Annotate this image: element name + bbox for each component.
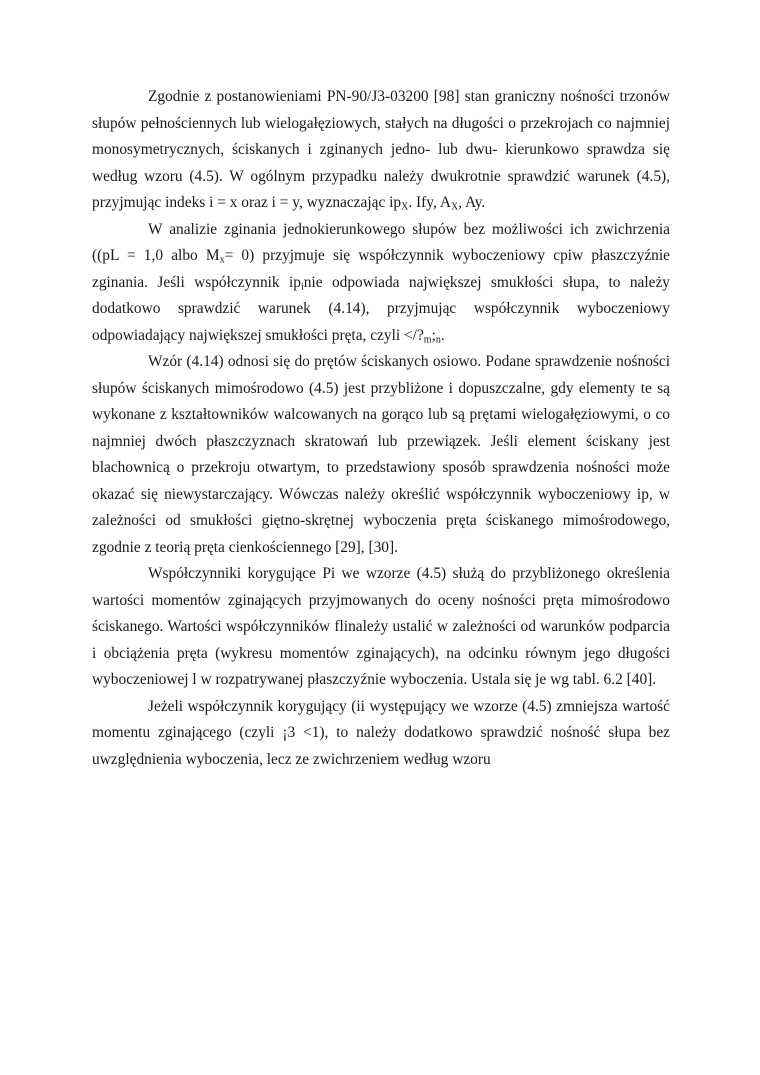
text-line: dodatkowo sprawdzić warunek (4.14), przyjmując współczynnik wyboczeniowy xyxy=(92,300,670,317)
text-line: według wzoru (4.5). W ogólnym przypadku należy dwukrotnie sprawdzić warunek (4.5), xyxy=(92,167,670,185)
document-body xyxy=(92,84,670,773)
text-run: przyjmując indeks i = x oraz i = y, wyznaczając ip xyxy=(92,194,402,211)
text-line: blachownicą o przekroju otwartym, to przedstawiony sposób sprawdzenia nośności może xyxy=(92,459,670,476)
text-run: , Ay. xyxy=(458,194,486,211)
text-line: okazać się niewystarczający. Wówczas należy określić współczynnik wyboczeniowy ip, w xyxy=(92,485,670,503)
text-line: Wzór (4.14) odnosi się do prętów ściskanych osiowo. Podane sprawdzenie nośności xyxy=(148,353,670,370)
text-run: ; xyxy=(431,326,436,344)
text-line: najmniej dwóch płaszczyznach skratowań lub przewiązek. Jeśli element ściskany jest xyxy=(92,432,670,450)
text-line: monosymetrycznych, ściskanych i zginanych jedno- lub dwu- kierunkowo sprawdza się xyxy=(92,141,670,158)
text-line xyxy=(92,190,670,217)
text-run: nie odpowiada największej smukłości słupa, to należy xyxy=(303,273,670,291)
paragraph-2 xyxy=(92,217,670,350)
subscript: i xyxy=(300,281,304,292)
text-run: . xyxy=(440,326,445,344)
text-run: odpowiadający największej smukłości pręta, czyli </? xyxy=(92,326,424,344)
text-line: wartości momentów zginających przyjmowanych do oceny nośności pręta mimośrodowo xyxy=(92,591,670,609)
text-run: = 0) przyjmuje się współczynnik wyboczeniowy cpiw płaszczyźnie xyxy=(224,247,670,264)
text-line: zależności od smukłości giętno-skrętnej wyboczenia pręta ściskanego mimośrodowego, xyxy=(92,512,670,529)
paragraph-4 xyxy=(92,561,670,694)
text-line: zgodnie z teorią pręta cienkościennego [29], [30]. xyxy=(92,538,398,556)
paragraph-3 xyxy=(92,349,670,561)
paragraph-1 xyxy=(92,84,670,217)
text-line xyxy=(92,323,670,350)
text-line: wykonane z kształtowników walcowanych na gorąco lub są prętami wielogałęziowymi, o co xyxy=(92,406,670,423)
text-line: Zgodnie z postanowieniami PN-90/J3-03200 [98] stan graniczny nośności trzonów xyxy=(148,88,670,105)
text-line: wyboczeniowej l w rozpatrywanej płaszczyźnie wyboczenia. Ustala się je wg tabl. 6.2 [40]. xyxy=(92,671,657,688)
text-line: momentu zginającego (czyli ¡3 <1), to należy dodatkowo sprawdzić nośność słupa bez xyxy=(92,724,670,741)
text-run: . Ify, A xyxy=(408,194,451,211)
subscript: X xyxy=(401,201,409,213)
text-line: Jeżeli współczynnik korygujący (ii występujący we wzorze (4.5) zmniejsza wartość xyxy=(148,697,670,715)
text-line: ściskanego. Wartości współczynników flinależy ustalić w zależności od warunków podparcia xyxy=(92,618,670,635)
text-line: uwzględnienia wyboczenia, lecz ze zwichrzeniem według wzoru xyxy=(92,750,491,768)
text-line: słupów pełnościennych lub wielogałęziowych, stałych na długości o przekrojach co najmniej xyxy=(92,114,670,132)
text-line: Współczynniki korygujące Pi we wzorze (4.5) służą do przybliżonego określenia xyxy=(148,565,670,582)
text-line xyxy=(92,270,670,297)
subscript: X xyxy=(450,201,459,213)
text-line: i obciążenia pręta (wykresu momentów zginających), na odcinku równym jego długości xyxy=(92,644,670,662)
subscript: x xyxy=(219,254,225,266)
subscript: n xyxy=(435,334,441,345)
subscript: m xyxy=(423,334,432,345)
text-line: słupów ściskanych mimośrodowo (4.5) jest przybliżone i dopuszczalne, gdy elementy te są xyxy=(92,379,670,397)
text-run: ((pL = 1,0 albo M xyxy=(92,247,220,264)
text-run: zginania. Jeśli współczynnik ip xyxy=(92,273,301,291)
text-line xyxy=(92,243,670,270)
text-line: W analizie zginania jednokierunkowego słupów bez możliwości ich zwichrzenia xyxy=(148,220,670,238)
paragraph-5 xyxy=(92,694,670,774)
